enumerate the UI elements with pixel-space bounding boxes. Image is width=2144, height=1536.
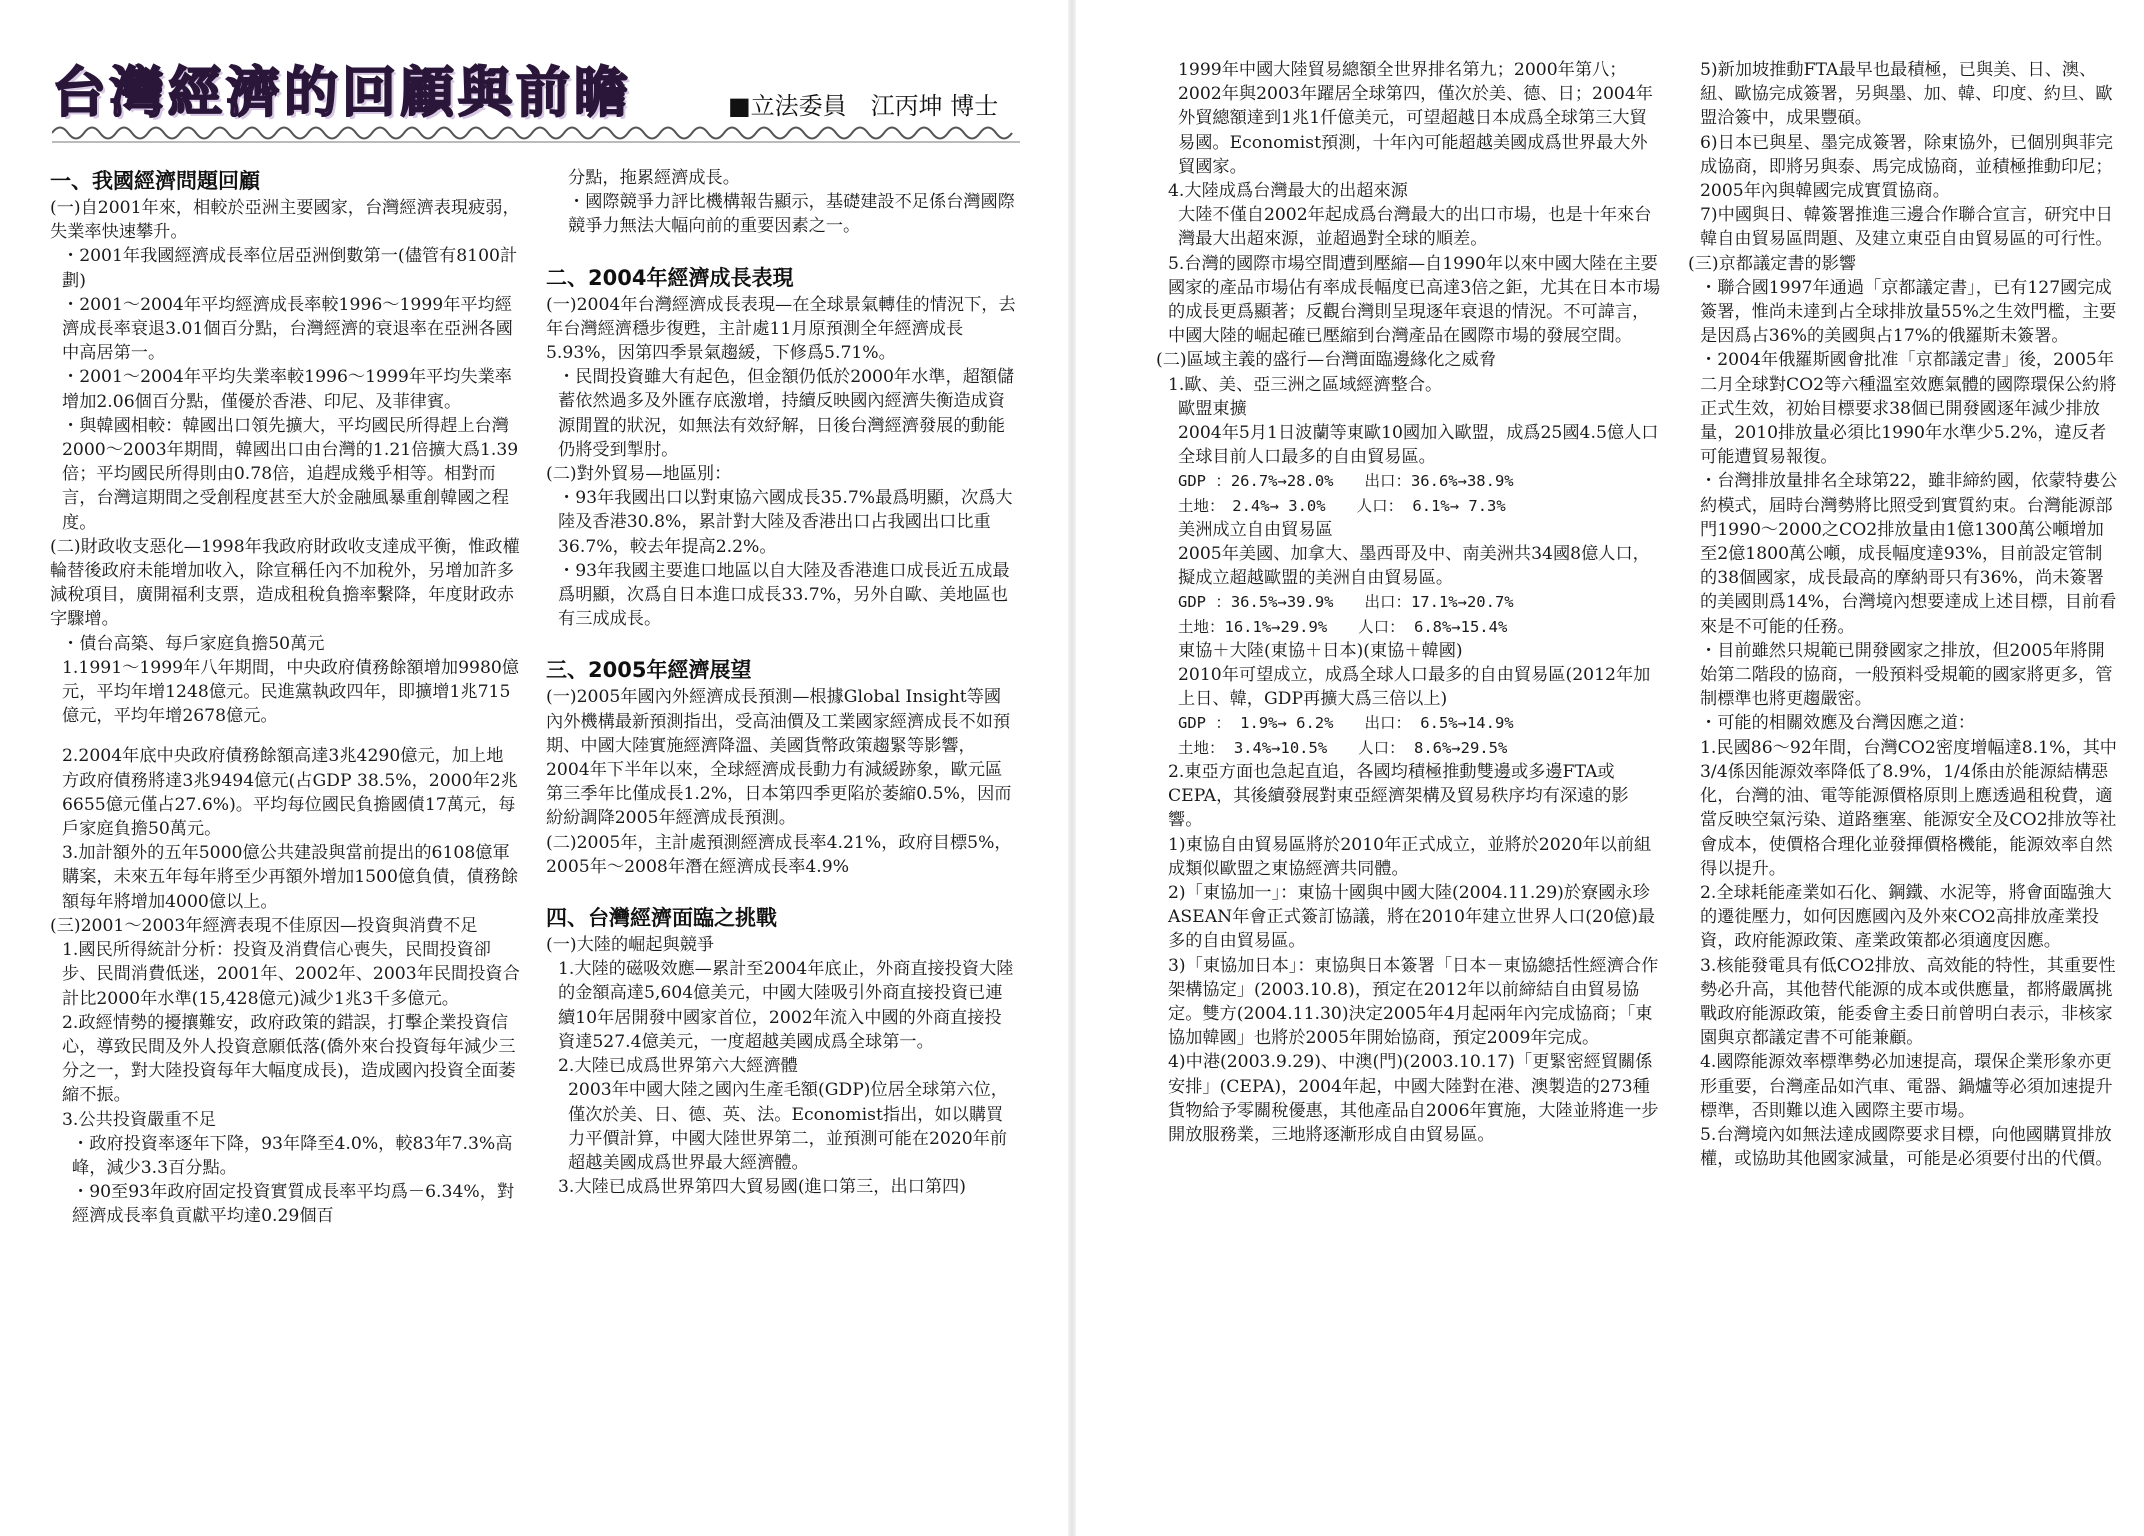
- text-paragraph: 3.大陸已成爲世界第四大貿易國(進口第三，出口第四): [558, 1177, 966, 1198]
- page-right: [1072, 0, 2144, 1536]
- text-paragraph: 2.政經情勢的擾攘難安，政府政策的錯誤，打擊企業投資信心，導致民間及外人投資意願低落(僑外來台投資每年減少三分之一，對大陸投資每年大幅度成長)，造成國內投資全面萎縮不振。: [62, 1012, 516, 1106]
- text-paragraph: ・可能的相關效應及台灣因應之道：: [1700, 713, 1976, 734]
- text-paragraph: 2005年美國、加拿大、墨西哥及中、南美洲共34國8億人口，擬成立超越歐盟的美洲自由貿易區。: [1178, 544, 1650, 589]
- text-paragraph: (二)區域主義的盛行—台灣面臨邊緣化之威脅: [1156, 350, 1496, 371]
- text-paragraph: ・民間投資雖大有起色，但金額仍低於2000年水準，超額儲蓄依然過多及外匯存底激增，持續反映國內經濟失衡造成資源閒置的狀況，如無法有效紓解，日後台灣經濟發展的動能仍將受到掣肘。: [558, 367, 1015, 460]
- section-heading: 三、2005年經濟展望: [546, 658, 752, 683]
- text-paragraph: 7)中國與日、韓簽署推進三邊合作聯合宣言，研究中日韓自由貿易區問題、及建立東亞自由貿易區的可行性。: [1700, 205, 2113, 250]
- decorative-border: [52, 122, 1020, 144]
- text-paragraph: 2.全球耗能產業如石化、鋼鐵、水泥等，將會面臨強大的遷徙壓力，如何因應國內及外來CO2高排放產業投資，政府能源政策、產業政策都必須適度因應。: [1700, 882, 2112, 952]
- section-heading: 二、2004年經濟成長表現: [546, 265, 794, 290]
- text-paragraph: 土地：16.1%→29.9% 人口： 6.8%→15.4%: [1178, 617, 1508, 636]
- text-paragraph: ・台灣排放量排名全球第22，雖非締約國，依蒙特婁公約模式，屆時台灣勢將比照受到實質約束。台灣能源部門1990～2000之CO2排放量由1億1300萬公噸增加至2億1800萬公噸，成長幅度達93%，目前設定管制的38個國家，成長最高的摩納哥只有36%，尚未簽署的美國則爲14%，台灣境內想要達成上述目標，目前看來是不可能的任務。: [1700, 471, 2118, 637]
- column-4: [1688, 58, 2118, 1171]
- text-paragraph: GDP ： 1.9%→ 6.2% 出口： 6.5%→14.9%: [1178, 714, 1514, 733]
- text-paragraph: 1.民國86～92年間，台灣CO2密度增幅達8.1%，其中3/4係因能源效率降低了8.9%，1/4係由於能源結構惡化，台灣的油、電等能源價格原則上應透過租稅費，適當反映空氣污染、道路壅塞、能源安全及CO2排放等社會成本，使價格合理化並發揮價格機能，能源效率自然得以提升。: [1700, 737, 2117, 879]
- text-paragraph: [546, 631, 1016, 655]
- text-paragraph: (二)對外貿易—地區別：: [546, 464, 732, 485]
- text-paragraph: 東協＋大陸(東協＋日本)(東協＋韓國): [1178, 640, 1463, 661]
- text-paragraph: 分點，拖累經濟成長。: [568, 168, 740, 188]
- byline: ■立法委員 江丙坤 博士: [728, 92, 999, 120]
- text-paragraph: 2000～2003年期間，韓國出口由台灣的1.21倍擴大爲1.39倍；平均國民所得則由0.78倍，追趕成幾乎相等。相對而言，台灣這期間之受創程度甚至大於金融風暴重創韓國之程度。: [62, 440, 519, 533]
- section-heading: 四、台灣經濟面臨之挑戰: [546, 906, 777, 931]
- text-paragraph: [546, 879, 1016, 903]
- text-paragraph: (一)2004年台灣經濟成長表現—在全球景氣轉佳的情況下，去年台灣經濟穩步復甦，主計處11月原預測全年經濟成長5.93%，因第四季景氣趨緩，下修爲5.71%。: [546, 294, 1016, 364]
- page-title: 台灣經濟的回顧與前瞻: [52, 61, 632, 124]
- text-paragraph: 2.2004年底中央政府債務餘額高達3兆4290億元，加上地方政府債務將達3兆9494億元(占GDP 38.5%，2000年2兆6655億元僅占27.6%)。平均每位國民負擔國債17萬元，每戶家庭負擔50萬元。: [62, 746, 518, 840]
- text-paragraph: 土地： 3.4%→10.5% 人口： 8.6%→29.5%: [1178, 738, 1508, 757]
- text-paragraph: 5.台灣境內如無法達成國際要求目標，向他國購買排放權，或協助其他國家減量，可能是必須要付出的代價。: [1700, 1124, 2113, 1170]
- text-paragraph: 1999年中國大陸貿易總額全世界排名第九；2000年第八；2002年與2003年躍居全球第四，僅次於美、德、日；2004年外貿總額達到1兆1仟億美元，可望超越日本成爲全球第三大貿易國。Economist預測，十年內可能超越美國成爲世界最大外貿國家。: [1178, 60, 1653, 177]
- text-paragraph: 5)新加坡推動FTA最早也最積極，已與美、日、澳、紐、歐協完成簽署，另與墨、加、韓、印度、約旦、歐盟洽簽中，成果豐碩。: [1700, 60, 2113, 129]
- text-paragraph: ・2001～2004年平均經濟成長率較1996～1999年平均經濟成長率衰退3.01個百分點，台灣經濟的衰退率在亞洲各國中高居第一。: [62, 294, 513, 364]
- column-3: [1156, 58, 1662, 1147]
- text-paragraph: ・目前雖然只規範已開發國家之排放，但2005年將開始第二階段的協商，一般預料受規範的國家將更多，管制標準也將更趨嚴密。: [1700, 640, 2113, 710]
- text-paragraph: 1.大陸的磁吸效應—累計至2004年底止，外商直接投資大陸的金額高達5,604億美元，中國大陸吸引外商直接投資已連續10年居開發中國家首位，2002年流入中國的外商直接投資達527.4億美元，一度超越美國成爲全球第一。: [558, 959, 1014, 1052]
- text-paragraph: 2003年中國大陸之國內生產毛額(GDP)位居全球第六位，僅次於美、日、德、英、法。Economist指出，如以購買力平價計算，中國大陸世界第二，並預測可能在2020年前超越美國成爲世界最大經濟體。: [568, 1080, 1008, 1173]
- text-paragraph: [50, 728, 520, 744]
- text-paragraph: (一)2005年國內外經濟成長預測—根據Global Insight等國內外機構最新預測指出，受高油價及工業國家經濟成長不如預期、中國大陸實施經濟降溫、美國貨幣政策趨緊等影響，2004年下半年以來，全球經濟成長動力有減緩跡象，歐元區第三季年比僅成長1.2%，日本第四季更陷於萎縮0.5%，因而紛紛調降2005年經濟成長預測。: [546, 687, 1012, 829]
- text-paragraph: 3)「東協加日本」：東協與日本簽署「日本－東協總括性經濟合作架構協定」(2003.10.8)，預定在2012年以前締結自由貿易協定。雙方(2004.11.30)決定2005年4月起兩年內完成協商；「東協加韓國」也將於2005年開始協商，預定2009年完成。: [1168, 955, 1659, 1049]
- text-paragraph: ・2004年俄羅斯國會批准「京都議定書」後，2005年二月全球對CO2等六種溫室效應氣體的國際環保公約將正式生效，初始目標要求38個已開發國逐年減少排放量，2010排放量必須比1990年水準少5.2%，違反者可能遭貿易報復。: [1700, 350, 2117, 468]
- text-paragraph: ・債台高築、每戶家庭負擔50萬元: [62, 633, 325, 654]
- text-paragraph: 3.公共投資嚴重不足: [62, 1109, 216, 1130]
- text-paragraph: ・93年我國主要進口地區以自大陸及香港進口成長近五成最爲明顯，次爲自日本進口成長33.7%，另外自歐、美地區也有三成成長。: [558, 560, 1010, 630]
- text-paragraph: ・與韓國相較：韓國出口領先擴大，平均國民所得趕上台灣: [62, 415, 509, 436]
- column-1: [50, 166, 520, 1229]
- text-paragraph: 3.加計額外的五年5000億公共建設與當前提出的6108億軍購案，未來五年每年將至少再額外增加1500億負債，債務餘額每年將增加4000億以上。: [62, 843, 519, 912]
- text-paragraph: 5.台灣的國際市場空間遭到壓縮—自1990年以來中國大陸在主要國家的產品市場佔有率成長幅度已高達3倍之鉅，尤其在日本市場的成長更爲顯著；反觀台灣則呈現逐年衰退的情況。不可諱言，中國大陸的崛起確已壓縮到台灣產品在國際市場的發展空間。: [1168, 253, 1661, 347]
- text-paragraph: ・聯合國1997年通過「京都議定書」，已有127國完成簽署，惟尚未達到占全球排放量55%之生效門檻，主要是因爲占36%的美國與占17%的俄羅斯未簽署。: [1700, 277, 2117, 347]
- text-paragraph: ・國際競爭力評比機構報告顯示，基礎建設不足係台灣國際競爭力無法大幅向前的重要因素之一。: [568, 192, 1015, 237]
- text-paragraph: (三)2001～2003年經濟表現不佳原因—投資與消費不足: [50, 915, 478, 936]
- text-paragraph: 3.核能發電具有低CO2排放、高效能的特性，其重要性勢必升高，其他替代能源的成本或供應量，都將嚴厲挑戰政府能源政策，能委會主委日前曾明白表示，非核家園與京都議定書不可能兼顧。: [1700, 955, 2116, 1049]
- text-paragraph: [546, 239, 1016, 263]
- text-paragraph: 2004年5月1日波蘭等東歐10國加入歐盟，成爲25國4.5億人口全球目前人口最多的自由貿易區。: [1178, 423, 1659, 468]
- text-paragraph: ・2001～2004年平均失業率較1996～1999年平均失業率增加2.06個百分點，僅優於香港、印尼、及菲律賓。: [62, 367, 512, 412]
- text-paragraph: 2010年可望成立，成爲全球人口最多的自由貿易區(2012年加上日、韓，GDP再擴大爲三倍以上): [1178, 665, 1651, 710]
- text-paragraph: 4)中港(2003.9.29)、中澳(門)(2003.10.17)「更緊密經貿關係安排」(CEPA)，2004年起，中國大陸對在港、澳製造的273種貨物給予零關稅優惠，其他產品自2006年實施，大陸並將進一步開放服務業，三地將逐漸形成自由貿易區。: [1168, 1052, 1659, 1145]
- text-paragraph: 2)「東協加一」：東協十國與中國大陸(2004.11.29)於寮國永珍ASEAN年會正式簽訂協議，將在2010年建立世界人口(20億)最多的自由貿易區。: [1168, 882, 1655, 952]
- section-heading: 一、我國經濟問題回顧: [50, 169, 260, 193]
- text-paragraph: GDP ：36.5%→39.9% 出口：17.1%→20.7%: [1178, 593, 1514, 612]
- text-paragraph: 1.1991～1999年八年期間，中央政府債務餘額增加9980億元，平均年增1248億元。民進黨執政四年，即擴增1兆715億元，平均年增2678億元。: [62, 657, 519, 727]
- text-paragraph: ・政府投資率逐年下降，93年降至4.0%，較83年7.3%高峰，減少3.3百分點。: [72, 1133, 513, 1178]
- text-paragraph: 大陸不僅自2002年起成爲台灣最大的出口市場，也是十年來台灣最大出超來源，並超過對全球的順差。: [1178, 205, 1652, 250]
- text-paragraph: 歐盟東擴: [1178, 398, 1247, 419]
- text-paragraph: 1.國民所得統計分析：投資及消費信心喪失，民間投資卻步、民間消費低迷，2001年、2002年、2003年民間投資合計比2000年水準(15,428億元)減少1兆3千多億元。: [62, 940, 520, 1009]
- text-paragraph: 2.東亞方面也急起直追，各國均積極推動雙邊或多邊FTA或CEPA，其後續發展對東亞經濟架構及貿易秩序均有深遠的影響。: [1168, 761, 1629, 831]
- text-paragraph: 土地： 2.4%→ 3.0% 人口： 6.1%→ 7.3%: [1178, 496, 1506, 515]
- text-paragraph: 美洲成立自由貿易區: [1178, 519, 1333, 540]
- text-paragraph: (一)大陸的崛起與競爭: [546, 935, 715, 956]
- text-paragraph: 6)日本已與星、墨完成簽署，除東協外，已個別與菲完成協商，即將另與泰、馬完成協商，並積極推動印尼；2005年內與韓國完成實質協商。: [1700, 132, 2113, 202]
- text-paragraph: 1.歐、美、亞三洲之區域經濟整合。: [1168, 374, 1443, 395]
- text-paragraph: 4.國際能源效率標準勢必加速提高，環保企業形象亦更形重要，台灣產品如汽車、電器、鍋爐等必須加速提升標準，否則難以進入國際主要市場。: [1700, 1052, 2113, 1121]
- text-paragraph: ・93年我國出口以對東協六國成長35.7%最爲明顯，次爲大陸及香港30.8%，累計對大陸及香港出口占我國出口比重36.7%，較去年提高2.2%。: [558, 488, 1013, 557]
- text-paragraph: GDP ：26.7%→28.0% 出口：36.6%→38.9%: [1178, 472, 1514, 491]
- text-paragraph: (二)財政收支惡化—1998年我政府財政收支達成平衡，惟政權輪替後政府未能增加收入，除宣稱任內不加稅外，另增加許多減稅項目，廣開福利支票，造成租稅負擔率繫降，年度財政赤字驟增。: [50, 536, 520, 630]
- text-paragraph: (一)自2001年來，相較於亞洲主要國家，台灣經濟表現疲弱，失業率快速攀升。: [50, 198, 520, 243]
- text-paragraph: ・90至93年政府固定投資實質成長率平均爲－6.34%，對經濟成長率負貢獻平均達0.29個百: [72, 1182, 515, 1227]
- text-paragraph: ・2001年我國經濟成長率位居亞洲倒數第一(儘管有8100計劃): [62, 246, 518, 291]
- column-2: [546, 166, 1016, 1199]
- text-paragraph: (二)2005年，主計處預測經濟成長率4.21%，政府目標5%，2005年～2008年潛在經濟成長率4.9%: [546, 832, 1012, 877]
- text-paragraph: (三)京都議定書的影響: [1688, 253, 1857, 274]
- text-paragraph: 4.大陸成爲台灣最大的出超來源: [1168, 181, 1408, 202]
- text-paragraph: 1)東協自由貿易區將於2010年正式成立，並將於2020年以前組成類似歐盟之東協經濟共同體。: [1168, 834, 1652, 879]
- text-paragraph: 2.大陸已成爲世界第六大經濟體: [558, 1056, 798, 1077]
